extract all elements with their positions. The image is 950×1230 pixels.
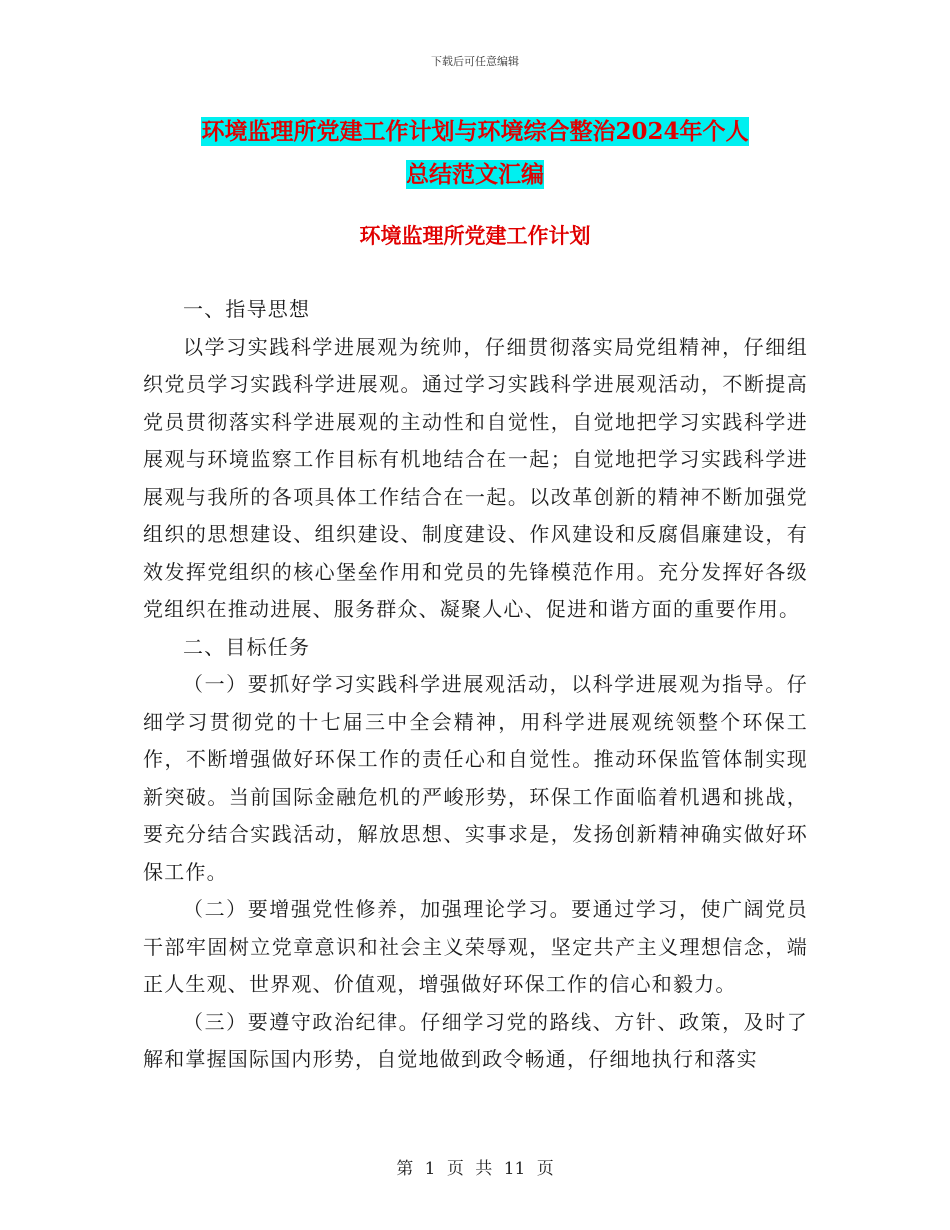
header-note: 下载后可任意编辑 [431,55,519,68]
heading-objectives: 二、目标任务 [183,634,311,659]
paragraph: 以学习实践科学进展观为统帅，仔细贯彻落实局党组精神，仔细组织党员学习实践科学进展观。通过学习实践科学进展观活动，不断提高党员贯彻落实科学进展观的主动性和自觉性，自觉地把学习实践科学进展观与环境监察工作目标有机地结合在一起；自觉地把学习实践科学进展观与我所的各项具体工作结合在一起。以改革创新的精神不断加强党组织的思想建设、组织建设、制度建设、作风建设和反腐倡廉建设，有效发挥党组织的核心堡垒作用和党员的先锋模范作用。充分发挥好各级党组织在推动进展、服务群众、凝聚人心、促进和谐方面的重要作用。 [143,334,808,621]
paragraph: （二）要增强党性修养，加强理论学习。要通过学习，使广阔党员干部牢固树立党章意识和社会主义荣辱观，坚定共产主义理想信念，端正人生观、世界观、价值观，增强做好环保工作的信心和毅力。 [143,897,808,996]
page-number-footer: 第 1 页 共 11 页 [396,1159,554,1179]
paragraph: （三）要遵守政治纪律。仔细学习党的路线、方针、政策，及时了解和掌握国际国内形势，自觉地做到政令畅通，仔细地执行和落实 [143,1009,808,1071]
document-title [140,110,810,196]
section-title: 环境监理所党建工作计划 [359,223,591,248]
document-body [143,291,808,1079]
document-title-line-1: 环境监理所党建工作计划与环境综合整治2024年个人 [201,118,749,145]
document-title-line-2: 总结范文汇编 [406,161,544,188]
paragraph: （一）要抓好学习实践科学进展观活动，以科学进展观为指导。仔细学习贯彻党的十七届三中全会精神，用科学进展观统领整个环保工作，不断增强做好环保工作的责任心和自觉性。推动环保监管体制实现新突破。当前国际金融危机的严峻形势，环保工作面临着机遇和挑战，要充分结合实践活动，解放思想、实事求是，发扬创新精神确实做好环保工作。 [143,672,808,884]
heading-guiding-ideology: 一、指导思想 [183,297,311,321]
